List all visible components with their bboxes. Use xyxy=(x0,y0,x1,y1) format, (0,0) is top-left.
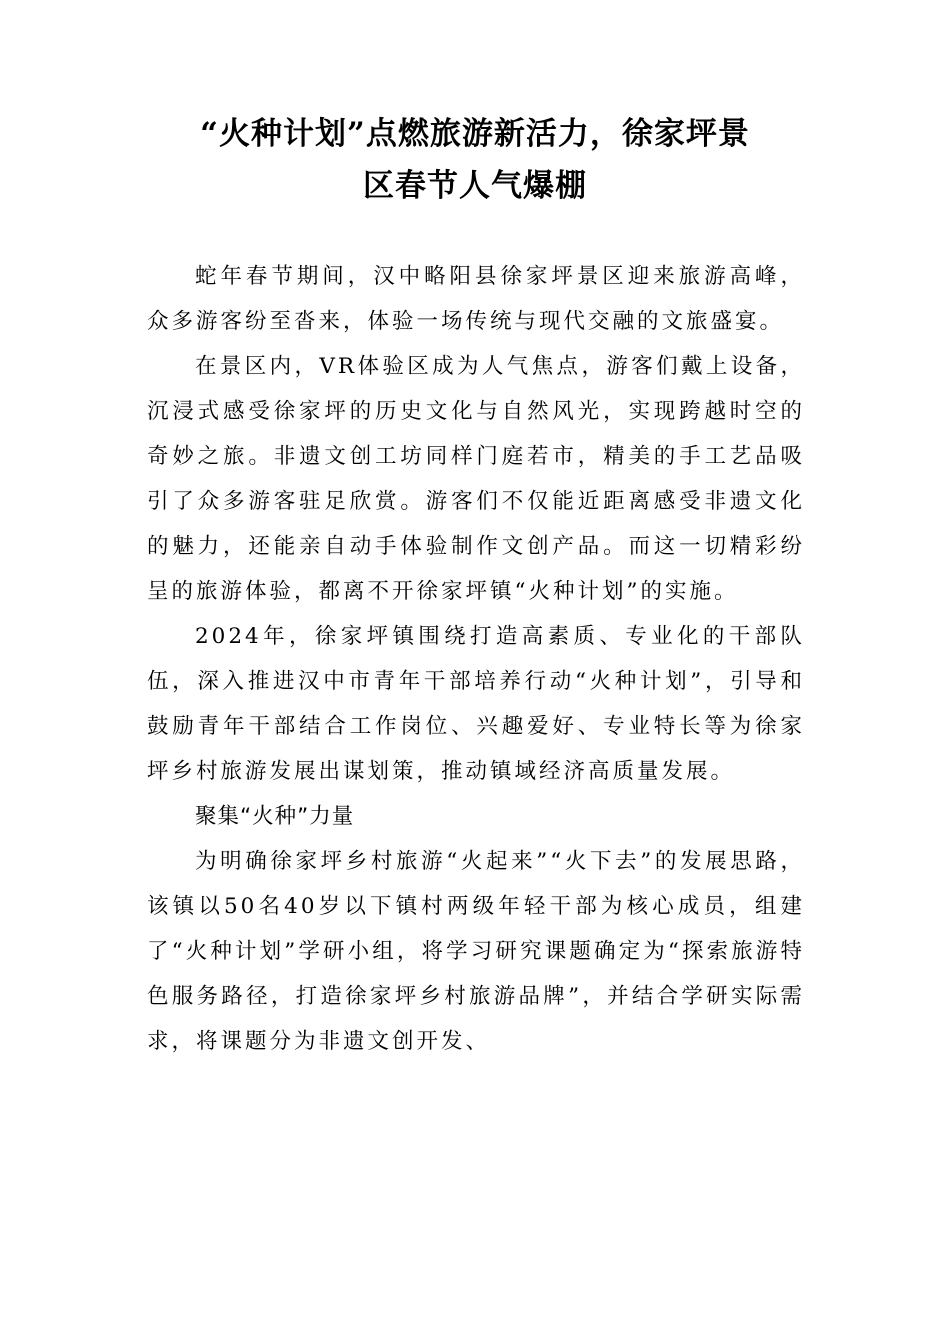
paragraph-section: 为明确徐家坪乡村旅游“火起来”“火下去”的发展思路，该镇以50名40岁以下镇村两级年轻干部为核心成员，组建了“火种计划”学研小组，将学习研究课题确定为“探索旅游特色服务路径，打造徐家坪乡村旅游品牌”，并结合学研实际需求，将课题分为非遗文创开发、 xyxy=(147,849,805,1054)
paragraph-vr-experience: 在景区内，VR体验区成为人气焦点，游客们戴上设备，沉浸式感受徐家坪的历史文化与自然风光，实现跨越时空的奇妙之旅。非遗文创工坊同样门庭若市，精美的手工艺品吸引了众多游客驻足欣赏。游客们不仅能近距离感受非遗文化的魅力，还能亲自动手体验制作文创产品。而这一切精彩纷呈的旅游体验，都离不开徐家坪镇“火种计划”的实施。 xyxy=(147,354,805,604)
paragraph-2024-plan: 2024年，徐家坪镇围绕打造高素质、专业化的干部队伍，深入推进汉中市青年干部培养行动“火种计划”，引导和鼓励青年干部结合工作岗位、兴趣爱好、专业特长等为徐家坪乡村旅游发展出谋划策，推动镇域经济高质量发展。 xyxy=(147,624,805,784)
paragraph-intro: 蛇年春节期间，汉中略阳县徐家坪景区迎来旅游高峰，众多游客纷至沓来，体验一场传统与现代交融的文旅盛宴。 xyxy=(147,264,805,334)
article-body xyxy=(147,254,805,1064)
article-title xyxy=(140,108,810,212)
article-title-line-2: 区春节人气爆棚 xyxy=(363,168,587,204)
article-title-line-1: “火种计划”点燃旅游新活力，徐家坪景 xyxy=(200,116,750,152)
section-heading: 聚集“火种”力量 xyxy=(195,804,355,829)
